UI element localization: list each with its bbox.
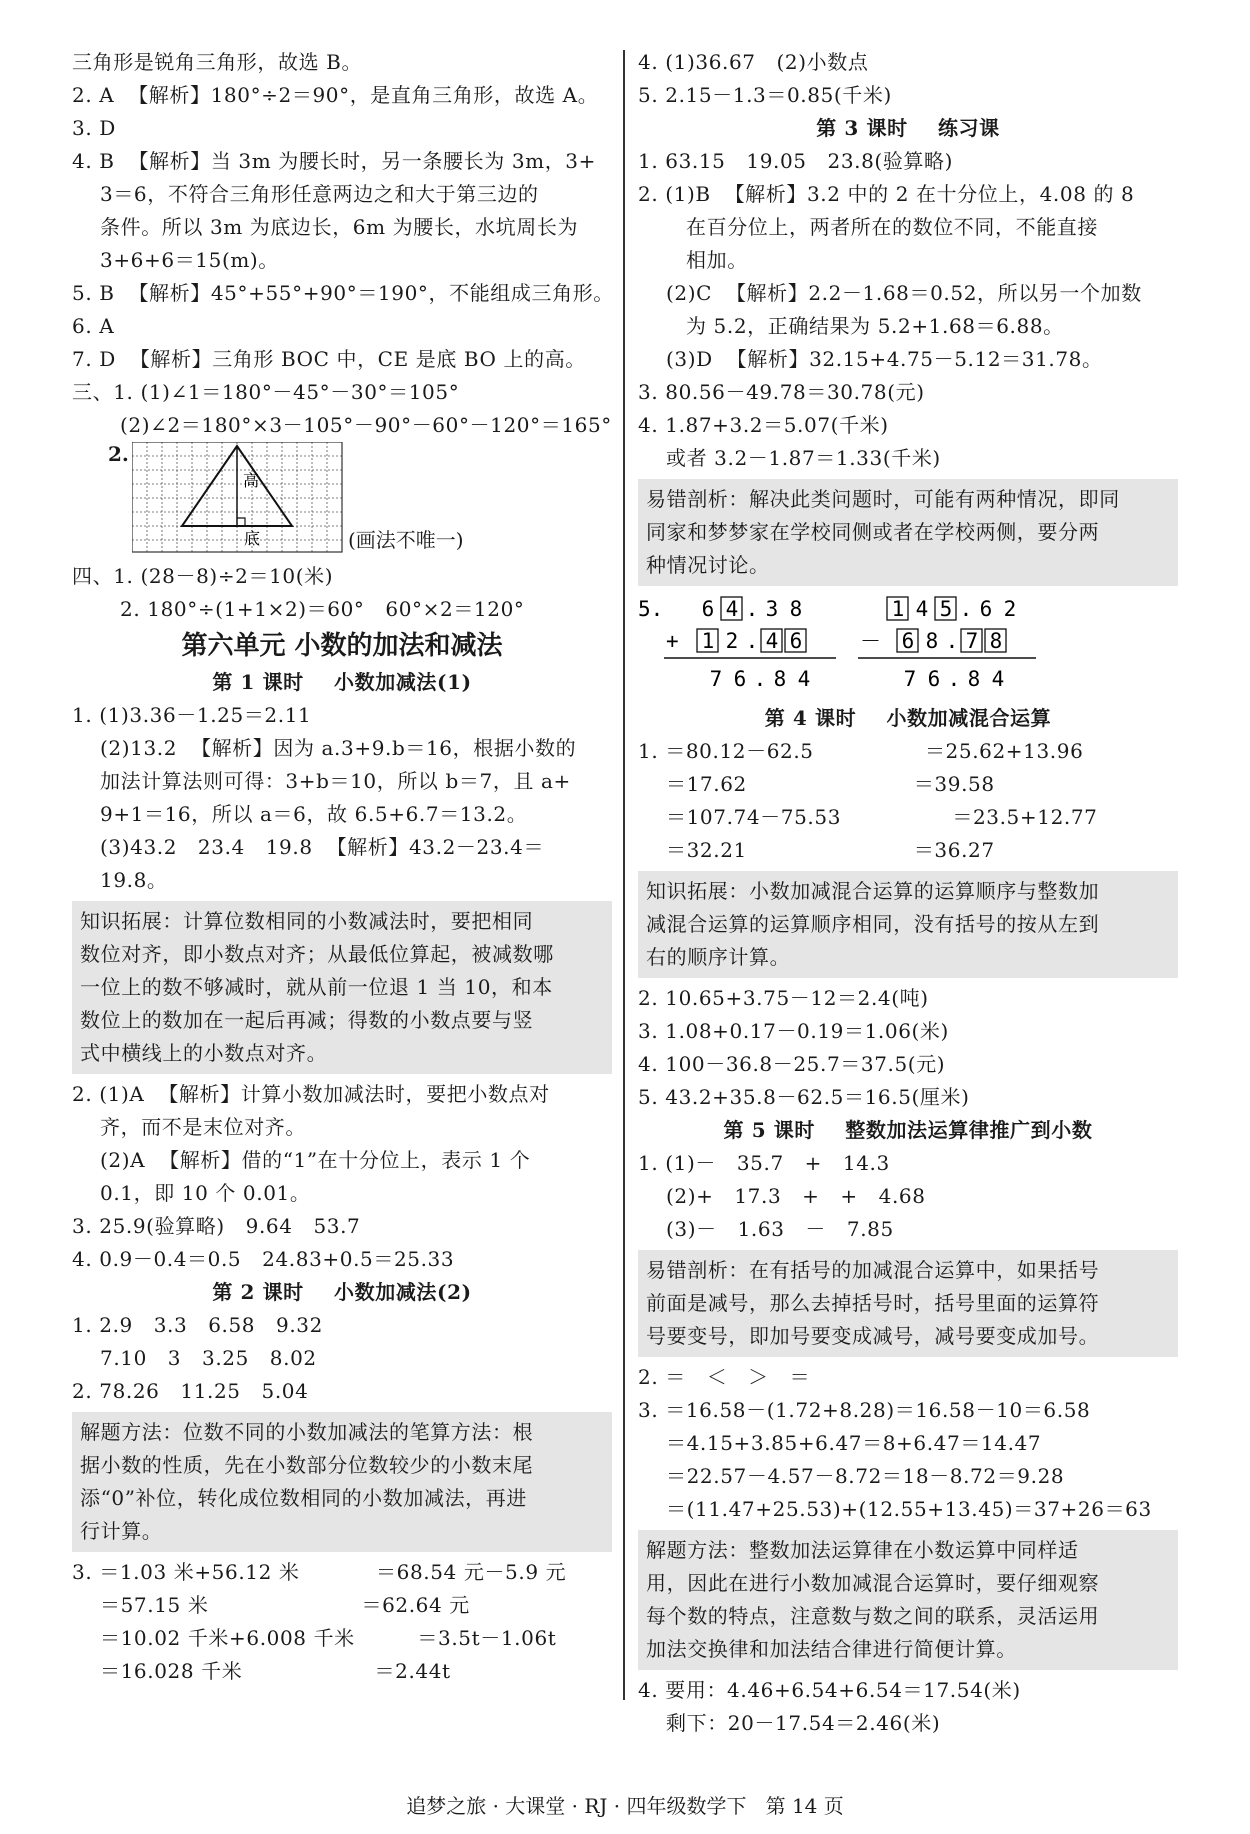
answer-line: ＝10.02 千米+6.008 千米 ＝3.5t－1.06t (100, 1626, 557, 1650)
answer-line: ＝17.62 ＝39.58 (666, 772, 995, 796)
answer-line: 2. 78.26 11.25 5.04 (72, 1379, 309, 1403)
lesson-2-title: 第 2 课时 小数加减法(2) (212, 1280, 472, 1304)
vertical-b-top: 4 (915, 597, 929, 621)
note-line: 行计算。 (80, 1519, 163, 1543)
note-line: 加法交换律和加法结合律进行简便计算。 (646, 1637, 1017, 1661)
answer-line: 2. 10.65+3.75－12＝2.4(吨) (638, 986, 929, 1010)
answer-line: 三角形是锐角三角形，故选 B。 (72, 50, 363, 74)
base-label: 底 (244, 529, 261, 548)
knowledge-box-2 (638, 871, 1178, 978)
note-line: 知识拓展：小数加减混合运算的运算顺序与整数加 (646, 879, 1100, 903)
left-block-2 (72, 560, 612, 626)
answer-line: 4. 要用：4.46+6.54+6.54＝17.54(米) (638, 1678, 1021, 1702)
answer-line: 1. 2.9 3.3 6.58 9.32 (72, 1313, 323, 1337)
right-column (638, 46, 1178, 1740)
vertical-a-sign: + (666, 629, 679, 653)
answer-line: ＝107.74－75.53 ＝23.5+12.77 (666, 805, 1098, 829)
right-block-4 (638, 982, 1178, 1114)
vertical-a-top: 3 (765, 597, 779, 621)
answer-line: 4. 100－36.8－25.7＝37.5(元) (638, 1052, 946, 1076)
answer-line: 3. ＝1.03 米+56.12 米 ＝68.54 元－5.9 元 (72, 1560, 567, 1584)
answer-line: ＝32.21 ＝36.27 (666, 838, 995, 862)
vertical-a-result: 8 (773, 667, 787, 691)
vertical-b-mid: 8 (989, 629, 1003, 653)
error-box-2 (638, 1250, 1178, 1357)
page-footer: 追梦之旅 · 大课堂 · RJ · 四年级数学下 第 14 页 (406, 1794, 844, 1818)
answer-line: 1. 63.15 19.05 23.8(验算略) (638, 149, 954, 173)
vertical-b-result: 6 (927, 667, 941, 691)
answer-line: (3)D 【解析】32.15+4.75－5.12＝31.78。 (666, 347, 1103, 371)
answer-line: (2)+ 17.3 + + 4.68 (666, 1184, 926, 1208)
note-line: 添“0”补位，转化成位数相同的小数加减法，再进 (80, 1486, 527, 1510)
knowledge-box-1 (72, 901, 612, 1074)
method-box-2 (638, 1530, 1178, 1670)
answer-line: (2)C 【解析】2.2－1.68＝0.52，所以另一个加数 (666, 281, 1142, 305)
answer-line: 剩下：20－17.54＝2.46(米) (666, 1711, 941, 1735)
answer-line: 条件。所以 3m 为底边长，6m 为腰长，水坑周长为 (100, 215, 579, 239)
answer-line: 6. A (72, 314, 115, 338)
note-line: 种情况讨论。 (646, 553, 770, 577)
answer-line: ＝4.15+3.85+6.47＝8+6.47＝14.47 (666, 1431, 1042, 1455)
answer-line: 19.8。 (100, 868, 168, 892)
vertical-b-result: 8 (967, 667, 981, 691)
note-line: 一位上的数不够减时，就从前一位退 1 当 10，和本 (80, 975, 553, 999)
answer-line: 1. ＝80.12－62.5 ＝25.62+13.96 (638, 739, 1084, 763)
answer-line: 加法计算法则可得：3+b＝10，所以 b＝7，且 a+ (100, 769, 571, 793)
column-divider (623, 50, 625, 1700)
note-line: 数位上的数加在一起后再减；得数的小数点要与竖 (80, 1008, 534, 1032)
answer-line: ＝22.57－4.57－8.72＝18－8.72＝9.28 (666, 1464, 1065, 1488)
answer-line: 2. A 【解析】180°÷2＝90°，是直角三角形，故选 A。 (72, 83, 599, 107)
answer-line: 0.1，即 10 个 0.01。 (100, 1181, 311, 1205)
lesson-1-title: 第 1 课时 小数加减法(1) (212, 670, 472, 694)
note-line: 右的顺序计算。 (646, 945, 791, 969)
left-block-3 (72, 699, 612, 897)
answer-line: 三、1. (1)∠1＝180°－45°－30°＝105° (72, 380, 460, 404)
lesson-4-title: 第 4 课时 小数加减混合运算 (764, 706, 1052, 730)
answer-line: ＝57.15 米 ＝62.64 元 (100, 1593, 470, 1617)
vertical-a-mid: 1 (701, 629, 715, 653)
vertical-b-mid: 6 (901, 629, 915, 653)
note-line: 知识拓展：计算位数相同的小数减法时，要把相同 (80, 909, 534, 933)
answer-line: 相加。 (686, 248, 748, 272)
note-line: 前面是减号，那么去掉括号时，括号里面的运算符 (646, 1291, 1100, 1315)
answer-line: 2. (1)B 【解析】3.2 中的 2 在十分位上，4.08 的 8 (638, 182, 1135, 206)
answer-line: 3. ＝16.58－(1.72+8.28)＝16.58－10＝6.58 (638, 1398, 1091, 1422)
answer-line: 为 5.2，正确结果为 5.2+1.68＝6.88。 (686, 314, 1064, 338)
answer-line: 3＝6，不符合三角形任意两边之和大于第三边的 (100, 182, 539, 206)
note-line: 式中横线上的小数点对齐。 (80, 1041, 328, 1065)
vertical-a-mid: 4 (765, 629, 779, 653)
note-line: 号要变号，即加号要变成减号，减号要变成加号。 (646, 1324, 1100, 1348)
left-block-6 (72, 1556, 612, 1688)
left-block-5 (72, 1309, 612, 1408)
vertical-a-result: 7 (709, 667, 723, 691)
right-block-5 (638, 1147, 1178, 1246)
note-line: 数位对齐，即小数点对齐；从最低位算起，被减数哪 (80, 942, 554, 966)
left-column (72, 46, 612, 1688)
answer-line: 9+1＝16，所以 a＝6，故 6.5+6.7＝13.2。 (100, 802, 528, 826)
answer-line: 7.10 3 3.25 8.02 (100, 1346, 317, 1370)
answer-line: 3. 1.08+0.17－0.19＝1.06(米) (638, 1019, 949, 1043)
unit-title: 第六单元 小数的加法和减法 (181, 631, 503, 661)
right-block-3 (638, 735, 1178, 867)
vertical-b-top: 1 (891, 597, 905, 621)
answer-line: 4. (1)36.67 (2)小数点 (638, 50, 869, 74)
answer-line: 4. 0.9－0.4＝0.5 24.83+0.5＝25.33 (72, 1247, 455, 1271)
note-line: 据小数的性质，先在小数部分位数较少的小数末尾 (80, 1453, 534, 1477)
answer-line: 7. D 【解析】三角形 BOC 中，CE 是底 BO 上的高。 (72, 347, 586, 371)
vertical-b-result: 4 (991, 667, 1005, 691)
vertical-a-top: 8 (789, 597, 803, 621)
answer-line: (2)A 【解析】借的“1”在十分位上，表示 1 个 (100, 1148, 531, 1172)
triangle-grid-figure (72, 442, 612, 560)
vertical-a-result: 6 (733, 667, 747, 691)
vertical-b-result: . (947, 667, 961, 691)
vertical-b-sign: － (860, 629, 881, 653)
triangle-grid-svg (132, 442, 344, 554)
vertical-b-top: 5 (939, 597, 953, 621)
answer-line: 4. 1.87+3.2＝5.07(千米) (638, 413, 889, 437)
vertical-question-label: 5. (638, 597, 664, 621)
right-block-7 (638, 1674, 1178, 1740)
answer-line: 或者 3.2－1.87＝1.33(千米) (666, 446, 941, 470)
answer-line: 5. 2.15－1.3＝0.85(千米) (638, 83, 892, 107)
vertical-a-top: . (745, 597, 759, 621)
answer-line: 3. 80.56－49.78＝30.78(元) (638, 380, 925, 404)
vertical-b-mid: 8 (925, 629, 939, 653)
vertical-b-top: . (959, 597, 973, 621)
answer-line: 1. (1)－ 35.7 + 14.3 (638, 1151, 890, 1175)
vertical-a-mid: . (745, 629, 759, 653)
vertical-a-top: 4 (725, 597, 739, 621)
note-line: 用，因此在进行小数加减混合运算时，要仔细观察 (646, 1571, 1100, 1595)
answer-line: 5. B 【解析】45°+55°+90°＝190°，不能组成三角形。 (72, 281, 614, 305)
note-line: 同家和梦梦家在学校同侧或者在学校两侧，要分两 (646, 520, 1100, 544)
grid-question-label: 2. (108, 442, 129, 466)
answer-line: 3. D (72, 116, 116, 140)
vertical-a-mid: 2 (725, 629, 739, 653)
answer-line: 2. (1)A 【解析】计算小数加减法时，要把小数点对 (72, 1082, 550, 1106)
drawing-note: (画法不唯一) (348, 528, 464, 552)
error-box-1 (638, 479, 1178, 586)
left-block-1 (72, 46, 612, 442)
answer-line: 4. B 【解析】当 3m 为腰长时，另一条腰长为 3m，3+ (72, 149, 596, 173)
answer-line: (3)－ 1.63 － 7.85 (666, 1217, 894, 1241)
answer-line: 3. 25.9(验算略) 9.64 53.7 (72, 1214, 361, 1238)
answer-line: 1. (1)3.36－1.25＝2.11 (72, 703, 312, 727)
vertical-a-mid: 6 (789, 629, 803, 653)
note-line: 易错剖析：解决此类问题时，可能有两种情况，即同 (646, 487, 1120, 511)
note-line: 每个数的特点，注意数与数之间的联系，灵活运用 (646, 1604, 1100, 1628)
answer-line: (3)43.2 23.4 19.8 【解析】43.2－23.4＝ (100, 835, 545, 859)
note-line: 解题方法：整数加法运算律在小数运算中同样适 (646, 1538, 1079, 1562)
vertical-a-result: 4 (797, 667, 811, 691)
vertical-b-mid: . (945, 629, 959, 653)
answer-line: ＝16.028 千米 ＝2.44t (100, 1659, 451, 1683)
answer-line: (2)∠2＝180°×3－105°－90°－60°－120°＝165° (120, 413, 612, 437)
lesson-3-title: 第 3 课时 练习课 (816, 116, 1000, 140)
answer-line: ＝(11.47+25.53)+(12.55+13.45)＝37+26＝63 (666, 1497, 1152, 1521)
vertical-b-mid: 7 (965, 629, 979, 653)
answer-line: 四、1. (28－8)÷2＝10(米) (72, 564, 334, 588)
answer-line: 2. ＝ ＜ ＞ ＝ (638, 1365, 811, 1389)
note-line: 易错剖析：在有括号的加减混合运算中，如果括号 (646, 1258, 1100, 1282)
answer-line: 在百分位上，两者所在的数位不同，不能直接 (686, 215, 1098, 239)
vertical-b-top: 6 (979, 597, 993, 621)
vertical-b-result: 7 (903, 667, 917, 691)
right-block-6 (638, 1361, 1178, 1526)
vertical-b-top: 2 (1003, 597, 1017, 621)
answer-line: 5. 43.2+35.8－62.5＝16.5(厘米) (638, 1085, 970, 1109)
vertical-a-top: 6 (701, 597, 715, 621)
method-box-1 (72, 1412, 612, 1552)
answer-line: 3+6+6＝15(m)。 (100, 248, 279, 272)
note-line: 减混合运算的运算顺序相同，没有括号的按从左到 (646, 912, 1100, 936)
vertical-calc-svg (638, 590, 1178, 700)
left-block-4 (72, 1078, 612, 1276)
right-block-1 (638, 46, 1178, 112)
height-label: 高 (243, 471, 260, 490)
right-block-2 (638, 145, 1178, 475)
vertical-calculations (638, 590, 1178, 702)
note-line: 解题方法：位数不同的小数加减法的笔算方法：根 (80, 1420, 534, 1444)
answer-line: 2. 180°÷(1+1×2)＝60° 60°×2＝120° (120, 597, 525, 621)
answer-line: (2)13.2 【解析】因为 a.3+9.b＝16，根据小数的 (100, 736, 577, 760)
vertical-a-result: . (753, 667, 767, 691)
lesson-5-title: 第 5 课时 整数加法运算律推广到小数 (723, 1118, 1093, 1142)
answer-line: 齐，而不是末位对齐。 (100, 1115, 306, 1139)
